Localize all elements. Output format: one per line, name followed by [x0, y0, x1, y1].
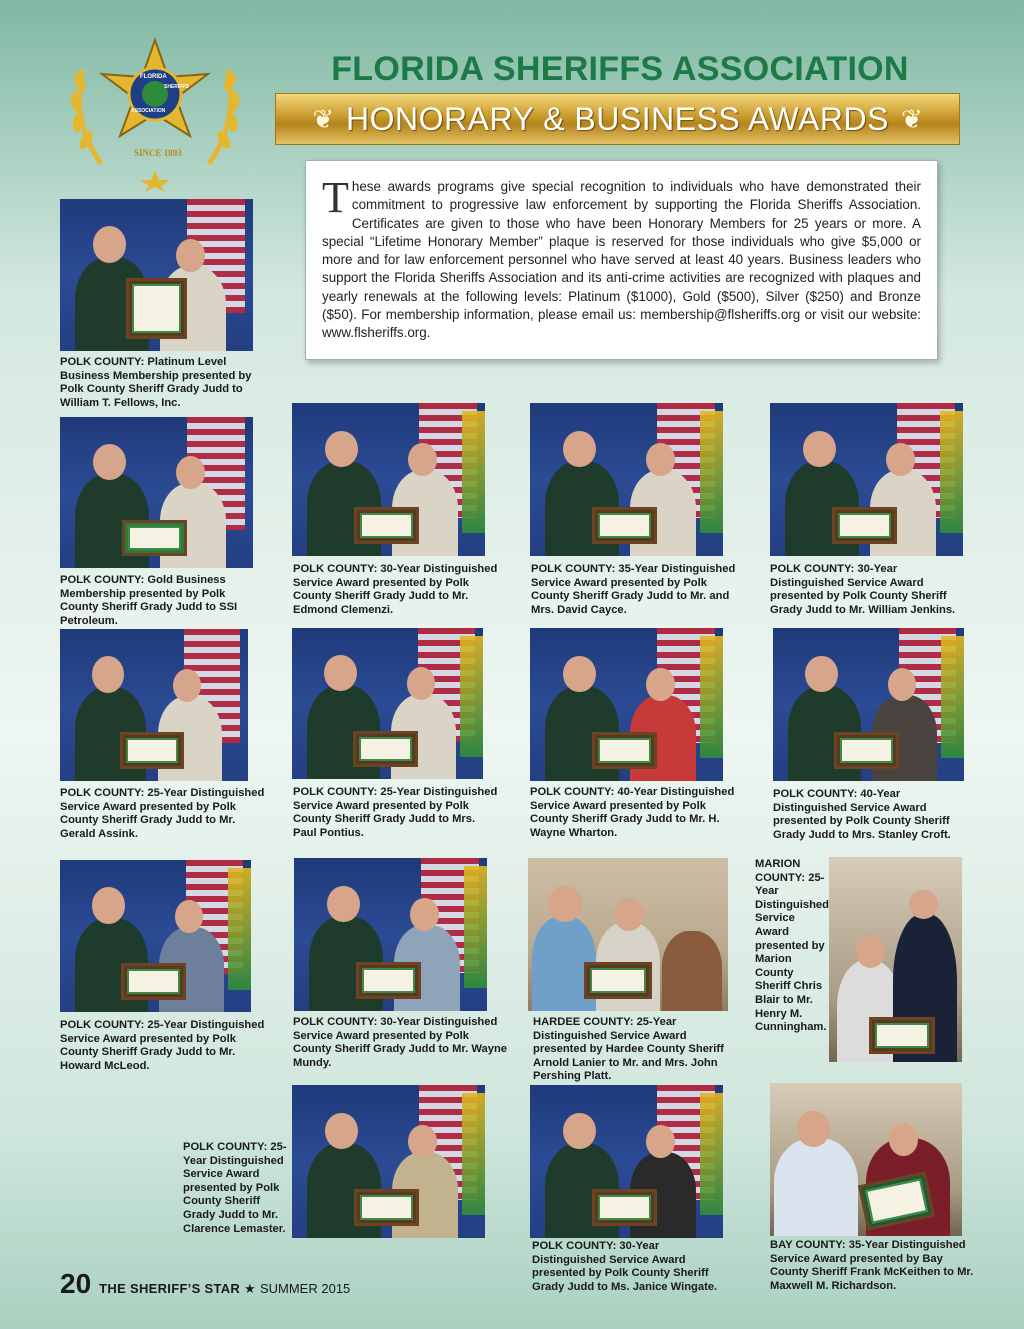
caption: POLK COUNTY: 35-Year Distinguished Service Award presented by Polk County Sheriff Grady Judd to Mr. and Mrs. David Cayce. [531, 563, 736, 616]
caption: POLK COUNTY: 25-Year Distinguished Service Award presented by Polk County Sheriff Grady Judd to Mrs. Paul Pontius. [293, 786, 498, 839]
photo [770, 1083, 962, 1236]
subtitle-banner [275, 93, 960, 145]
photo [530, 403, 723, 556]
caption: POLK COUNTY: Platinum Level Business Membership presented by Polk County Sheriff Grady Judd to William T. Fellows, Inc. [60, 356, 252, 409]
caption: BAY COUNTY: 35-Year Distinguished Service Award presented by Bay County Sheriff Frank McKeithen to Mr. Maxwell M. Richardson. [770, 1239, 974, 1292]
photo [60, 629, 248, 781]
page-footer [60, 1268, 350, 1300]
intro-text: hese awards programs give special recognition to individuals who have demonstrated their commitment to progressive law enforcement by supporting the Florida Sheriffs Association. Certificates are given to those who have been Honorary Members for 25 years or more. A special “Lifetime Honorary Member” plaque is reserved for those individuals who give $5,000 or more and for law enforcement personnel who have served at least 40 years. Business leaders who support the Florida Sheriffs Association and its anti-crime activities are recognized with plaques and yearly renewals at the following levels: Platinum ($1000), Gold ($500), Silver ($250) and Bronze ($50). For membership information, please email us: membership@flsheriffs.org or visit our website: www.flsheriffs.org. [322, 179, 921, 341]
intro-box [305, 160, 938, 360]
caption: POLK COUNTY: 30-Year Distinguished Service Award presented by Polk County Sheriff Grady Judd to Ms. Janice Wingate. [532, 1240, 718, 1293]
photo [528, 858, 728, 1011]
issue-label: SUMMER 2015 [259, 1281, 351, 1296]
photo [60, 417, 253, 568]
caption: POLK COUNTY: 25-Year Distinguished Service Award presented by Polk County Sheriff Grady Judd to Mr. Howard McLeod. [60, 1019, 265, 1072]
sheriffs-association-seal [60, 22, 250, 192]
caption: POLK COUNTY: 40-Year Distinguished Service Award presented by Polk County Sheriff Grady Judd to Mr. H. Wayne Wharton. [530, 786, 735, 839]
photo [294, 858, 487, 1011]
photo [829, 857, 962, 1062]
caption: POLK COUNTY: 40-Year Distinguished Service Award presented by Polk County Sheriff Grady Judd to Mrs. Stanley Croft. [773, 788, 951, 841]
caption: HARDEE COUNTY: 25-Year Distinguished Service Award presented by Hardee County Sheriff Arnold Lanier to Mr. and Mrs. John Pershing Platt. [533, 1016, 724, 1083]
page-subtitle: HONORARY & BUSINESS AWARDS [346, 100, 889, 137]
seal-text-side: SHERIFFS [164, 84, 189, 90]
caption: POLK COUNTY: 30-Year Distinguished Service Award presented by Polk County Sheriff Grady Judd to Mr. Edmond Clemenzi. [293, 563, 498, 616]
caption: MARION COUNTY: 25-Year Distinguished Service Award presented by Marion County Sheriff Chris Blair to Mr. Henry M. Cunningham. [755, 858, 829, 1034]
caption: POLK COUNTY: Gold Business Membership presented by Polk County Sheriff Grady Judd to SSI Petroleum. [60, 574, 238, 627]
photo [60, 199, 253, 351]
laurel-left-icon: ❦ [312, 104, 335, 134]
page-title: FLORIDA SHERIFFS ASSOCIATION [331, 50, 909, 88]
page-number: 20 [60, 1268, 92, 1299]
seal-text-bottom: ASSOCIATION [131, 108, 166, 114]
intro-paragraph [322, 173, 921, 343]
intro-dropcap: T [322, 173, 349, 222]
seal-text-top: FLORIDA [140, 74, 167, 80]
photo [60, 860, 251, 1012]
photo [773, 628, 964, 781]
caption: POLK COUNTY: 25-Year Distinguished Service Award presented by Polk County Sheriff Grady Judd to Mr. Clarence Lemaster. [183, 1141, 287, 1235]
publication-name: THE SHERIFF’S STAR ★ [99, 1281, 256, 1296]
photo [770, 403, 963, 556]
seal-since-text: SINCE 1893 [134, 148, 182, 158]
photo [292, 628, 483, 779]
caption: POLK COUNTY: 30-Year Distinguished Service Award presented by Polk County Sheriff Grady Judd to Mr. Wayne Mundy. [293, 1016, 508, 1069]
photo [530, 628, 723, 781]
caption: POLK COUNTY: 25-Year Distinguished Service Award presented by Polk County Sheriff Grady Judd to Mr. Gerald Assink. [60, 787, 265, 840]
caption: POLK COUNTY: 30-Year Distinguished Service Award presented by Polk County Sheriff Grady Judd to Mr. William Jenkins. [770, 563, 956, 616]
photo [292, 1085, 485, 1238]
laurel-right-icon: ❦ [900, 104, 923, 134]
photo [530, 1085, 723, 1238]
photo [292, 403, 485, 556]
